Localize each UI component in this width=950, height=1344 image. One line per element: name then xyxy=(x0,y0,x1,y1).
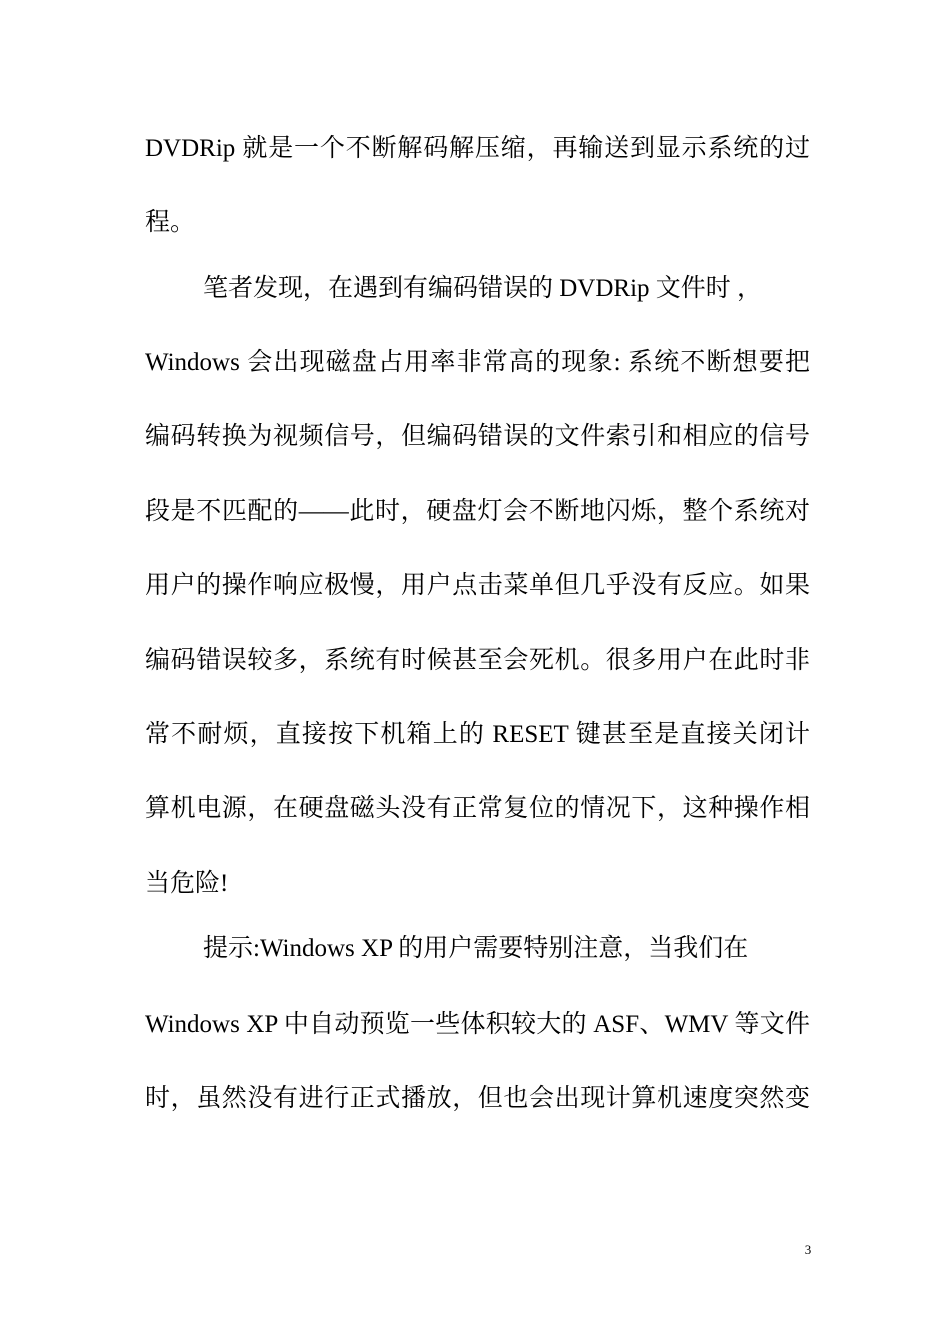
paragraph-first-line: 提示:Windows XP 的用户需要特别注意，当我们在 xyxy=(203,935,749,962)
page-number: 3 xyxy=(804,1242,812,1257)
text-line: Windows XP 中自动预览一些体积较大的 ASF、WMV 等文件 xyxy=(145,1011,810,1038)
text-line: 段是不匹配的——此时，硬盘灯会不断地闪烁，整个系统对 xyxy=(145,498,810,525)
text-line: 算机电源，在硬盘磁头没有正常复位的情况下，这种操作相 xyxy=(145,795,810,822)
text-line: 编码转换为视频信号，但编码错误的文件索引和相应的信号 xyxy=(145,423,810,450)
text-line: 常不耐烦，直接按下机箱上的 RESET 键甚至是直接关闭计 xyxy=(145,721,810,748)
text-line: 时，虽然没有进行正式播放，但也会出现计算机速度突然变 xyxy=(145,1085,810,1112)
text-line: DVDRip 就是一个不断解码解压缩，再输送到显示系统的过 xyxy=(145,135,810,162)
text-line: 当危险! xyxy=(145,870,229,897)
text-line: 程。 xyxy=(145,209,196,236)
text-line: 用户的操作响应极慢，用户点击菜单但几乎没有反应。如果 xyxy=(145,572,810,599)
text-line: Windows 会出现磁盘占用率非常高的现象: 系统不断想要把 xyxy=(145,349,810,376)
text-line: 编码错误较多，系统有时候甚至会死机。很多用户在此时非 xyxy=(145,647,810,674)
paragraph-first-line: 笔者发现，在遇到有编码错误的 DVDRip 文件时 ， xyxy=(203,275,763,302)
